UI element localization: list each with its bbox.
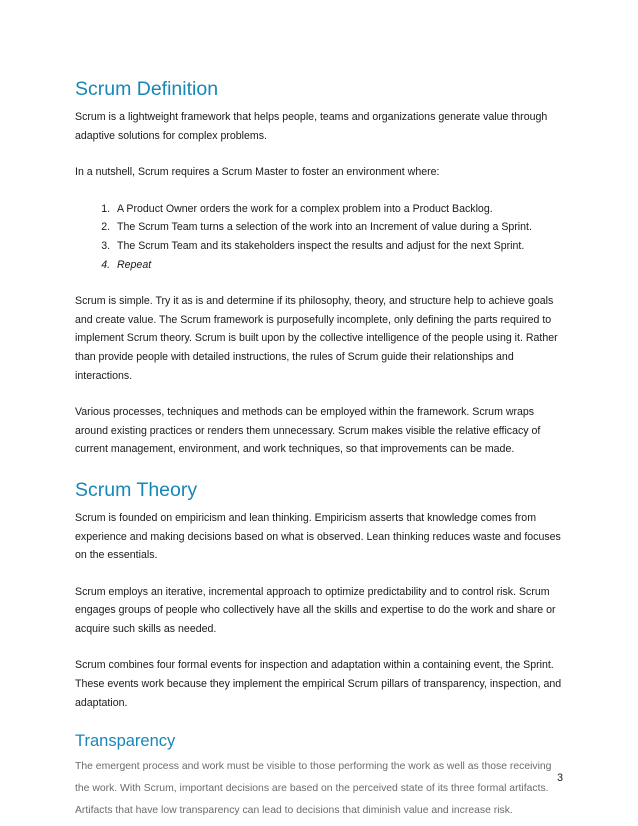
theory-paragraph-3: Scrum combines four formal events for inspection and adaptation within a containing event, the Sprint. These events work because they implement the empirical Scrum pillars of transparency, inspection, and adaptation. [75,659,562,709]
list-item: 3. The Scrum Team and its stakeholders inspect the results and adjust for the next Sprint. [113,237,563,256]
scrum-theory-heading: Scrum Theory [75,478,198,501]
page-content [75,76,563,822]
transparency-paragraph: The emergent process and work must be visible to those performing the work as well as those receiving the work. With Scrum, important decisions are based on the perceived state of its three formal artifacts. Artifacts that have low transparency can lead to decisions that diminish value and increase risk. [75,761,552,817]
definition-paragraph-1: Scrum is a lightweight framework that helps people, teams and organizations generate value through adaptive solutions for complex problems. [75,111,548,142]
definition-steps-list [75,200,563,274]
definition-paragraph-3: Scrum is simple. Try it as is and determine if its philosophy, theory, and structure help to achieve goals and create value. The Scrum framework is purposefully incomplete, only defining the parts required to implement Scrum theory. Scrum is built upon by the collective intelligence of the people using it. Rather than provide people with detailed instructions, the rules of Scrum guide their relationships and interactions. [75,295,558,382]
transparency-heading: Transparency [75,732,176,751]
list-item: 4. Repeat [113,256,563,275]
scrum-definition-heading: Scrum Definition [75,78,219,100]
definition-paragraph-4: Various processes, techniques and methods can be employed within the framework. Scrum wraps around existing practices or renders them unnecessary. Scrum makes visible the relative efficacy of current management, environment, and work techniques, so that improvements can be made. [75,406,541,456]
theory-paragraph-2: Scrum employs an iterative, incremental approach to optimize predictability and to control risk. Scrum engages groups of people who collectively have all the skills and expertise to do the work and share or acquire such skills as needed. [75,585,556,635]
theory-paragraph-1: Scrum is founded on empiricism and lean thinking. Empiricism asserts that knowledge comes from experience and making decisions based on what is observed. Lean thinking reduces waste and focuses on the essentials. [75,511,561,562]
page-number: 3 [557,772,563,784]
list-item: 2. The Scrum Team turns a selection of the work into an Increment of value during a Sprint. [113,218,563,237]
list-item: 1. A Product Owner orders the work for a complex problem into a Product Backlog. [113,200,563,219]
definition-paragraph-2: In a nutshell, Scrum requires a Scrum Master to foster an environment where: [75,166,440,179]
